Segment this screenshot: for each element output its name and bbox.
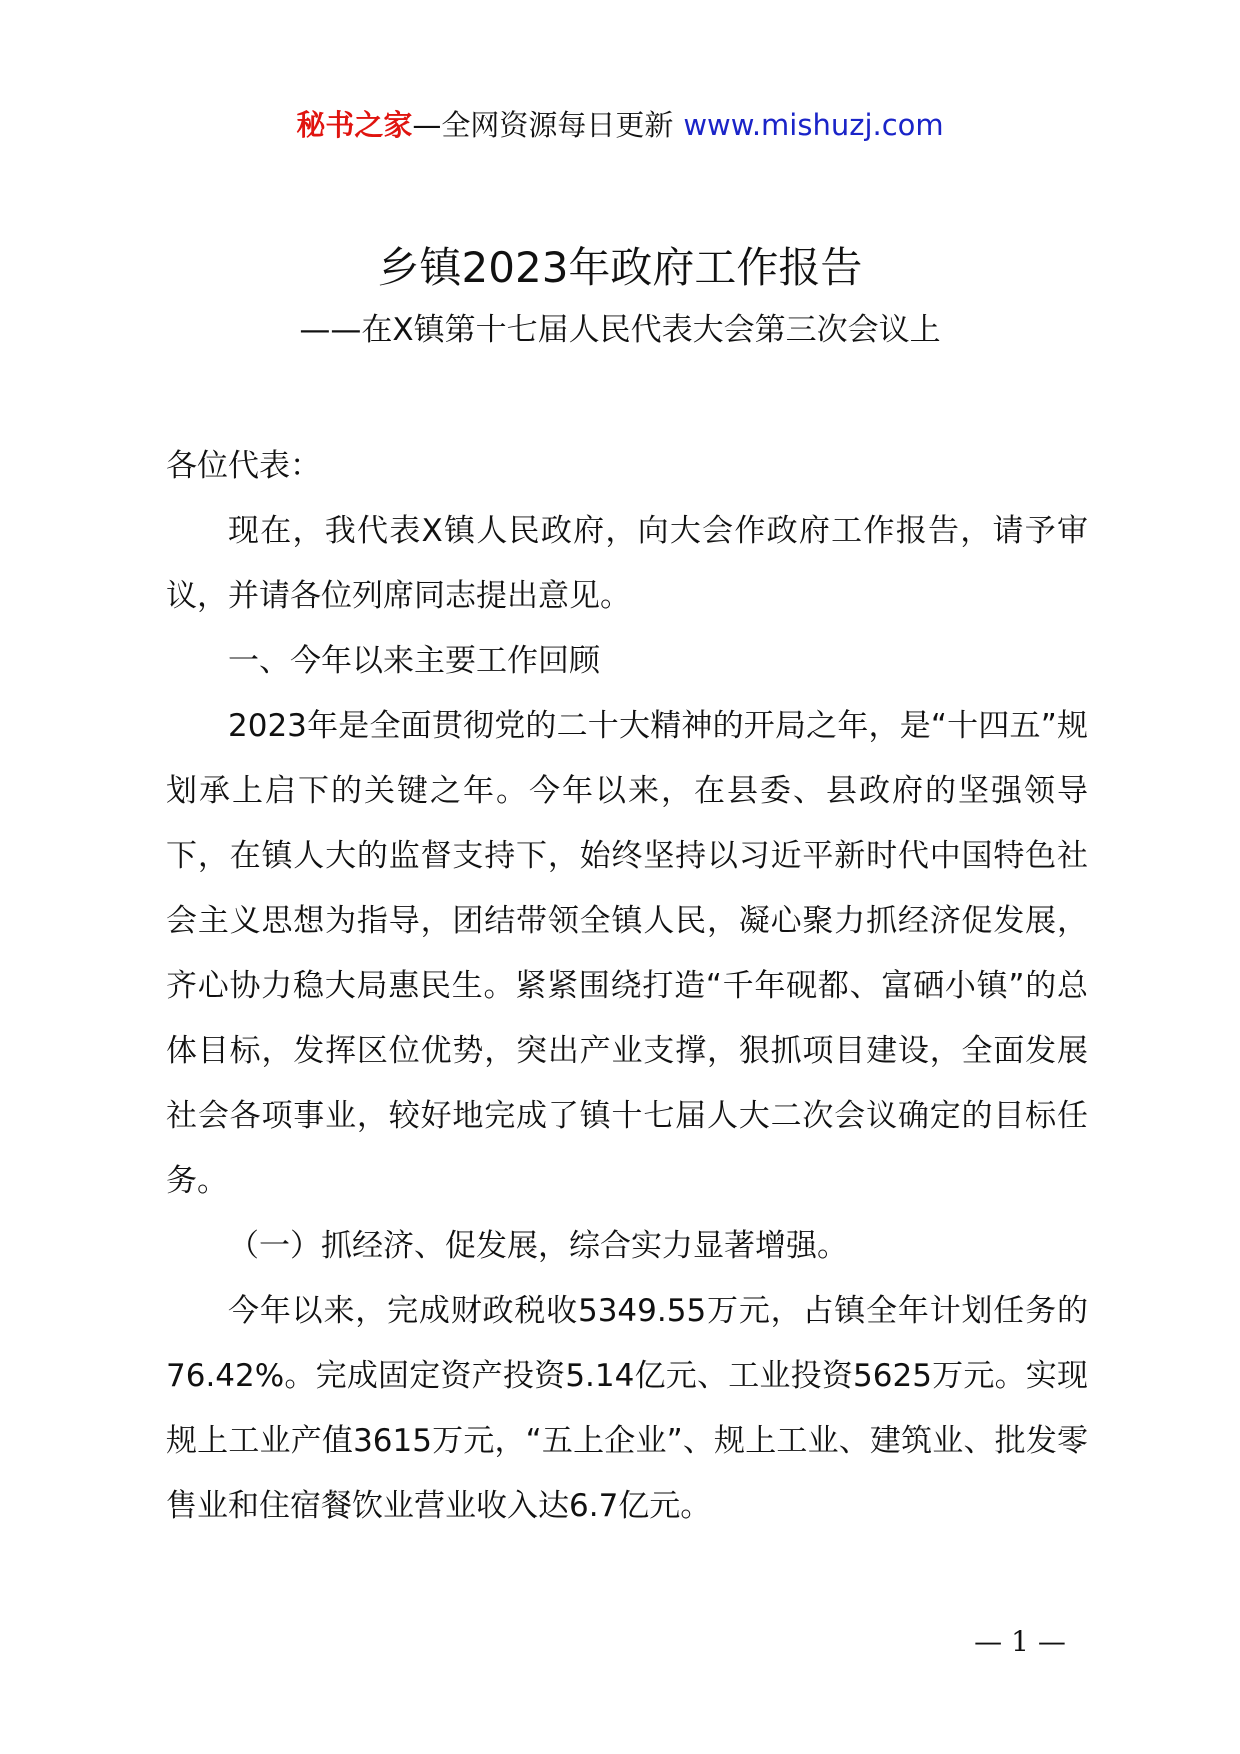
review-paragraph: 2023年是全面贯彻党的二十大精神的开局之年，是“十四五”规划承上启下的关键之年。今年以来，在县委、县政府的坚强领导下，在镇人大的监督支持下，始终坚持以习近平新时代中国特色社会主义思想为指导，团结带领全镇人民，凝心聚力抓经济促发展，齐心协力稳大局惠民生。紧紧围绕打造“千年砚都、富硒小镇”的总体目标，发挥区位优势，突出产业支撑，狠抓项目建设，全面发展社会各项事业，较好地完成了镇十七届人大二次会议确定的目标任务。: [166, 708, 1088, 1199]
document-subtitle: ——在X镇第十七届人民代表大会第三次会议上: [299, 312, 941, 348]
brand-name: 秘书之家: [296, 108, 413, 142]
document-body: [166, 434, 1088, 1539]
salutation: 各位代表：: [166, 448, 321, 484]
site-url-link[interactable]: www.mishuzj.com: [683, 108, 944, 142]
page-footer: [940, 1622, 1100, 1662]
subsection-heading: （一）抓经济、促发展，综合实力显著增强。: [228, 1228, 848, 1264]
page-number: 1: [1011, 1625, 1029, 1658]
header-banner: [0, 100, 1240, 150]
page-dash-right: —: [1037, 1625, 1066, 1658]
header-slogan: —全网资源每日更新: [412, 108, 674, 142]
page-dash-left: —: [974, 1625, 1003, 1658]
opening-paragraph: 现在，我代表X镇人民政府，向大会作政府工作报告，请予审议，并请各位列席同志提出意见。: [166, 513, 1088, 614]
economy-paragraph: 今年以来，完成财政税收5349.55万元，占镇全年计划任务的76.42%。完成固定资产投资5.14亿元、工业投资5625万元。实现规上工业产值3615万元，“五上企业”、规上工业、建筑业、批发零售业和住宿餐饮业营业收入达6.7亿元。: [166, 1293, 1088, 1524]
document-title: 乡镇2023年政府工作报告: [377, 243, 863, 292]
section-heading: 一、今年以来主要工作回顾: [228, 643, 600, 679]
